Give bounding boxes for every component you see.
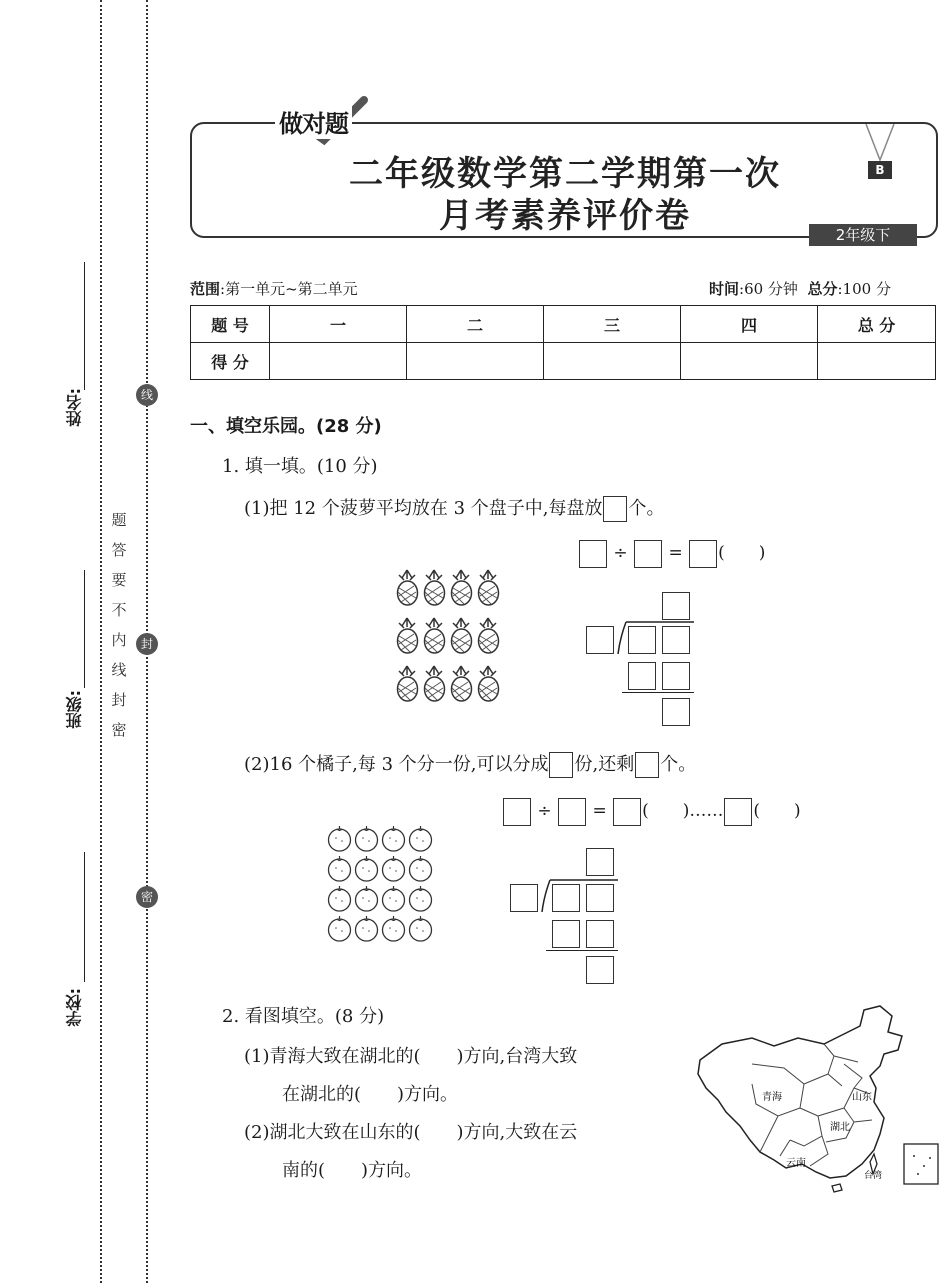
q1-2-text-end: 个。 xyxy=(660,754,697,775)
class-blank[interactable] xyxy=(84,570,85,688)
orange-icon xyxy=(407,856,434,882)
divide-sign: ÷ xyxy=(613,543,628,563)
dividend-box[interactable] xyxy=(552,884,580,912)
equals-sign: = xyxy=(592,801,607,821)
score-cell[interactable] xyxy=(270,343,407,380)
orange-icon xyxy=(353,826,380,852)
divide-sign: ÷ xyxy=(537,801,552,821)
map-label-taiwan: 台湾 xyxy=(864,1171,883,1181)
class-label: 班级: xyxy=(65,690,84,729)
q1-2-text-mid: 份,还剩 xyxy=(574,754,635,775)
quotient-box[interactable] xyxy=(586,848,614,876)
instruction-char: 不 xyxy=(111,601,127,619)
dividend-box[interactable] xyxy=(628,626,656,654)
q1-1-text: (1)把 12 个菠萝平均放在 3 个盘子中,每盘放 xyxy=(244,498,603,519)
answer-box[interactable] xyxy=(558,798,586,826)
orange-icon xyxy=(380,916,407,942)
unit-paren[interactable]: ( ) xyxy=(642,801,690,821)
pineapple-icon xyxy=(394,616,421,654)
instruction-char: 答 xyxy=(111,541,127,559)
header-cell: 一 xyxy=(270,306,407,343)
scope-label: 范围 xyxy=(190,280,221,298)
answer-box[interactable] xyxy=(689,540,717,568)
orange-icon xyxy=(326,856,353,882)
remainder-dots: …… xyxy=(689,801,724,821)
school-blank[interactable] xyxy=(84,852,85,982)
pineapple-icon xyxy=(394,664,421,702)
pineapple-icon xyxy=(421,664,448,702)
answer-box[interactable] xyxy=(579,540,607,568)
question-1-title: 1. 填一填。(10 分) xyxy=(222,456,378,477)
answer-box[interactable] xyxy=(634,540,662,568)
answer-box[interactable] xyxy=(549,752,573,778)
equals-sign: = xyxy=(668,543,683,563)
header-cell: 总 分 xyxy=(818,306,936,343)
scope-value: :第一单元~第二单元 xyxy=(220,280,358,298)
subtraction-line xyxy=(546,950,618,951)
dividend-box[interactable] xyxy=(586,884,614,912)
orange-icon xyxy=(353,886,380,912)
orange-icon xyxy=(326,826,353,852)
instruction-char: 要 xyxy=(111,571,127,589)
product-box[interactable] xyxy=(628,662,656,690)
product-box[interactable] xyxy=(552,920,580,948)
question-2-title: 2. 看图填空。(8 分) xyxy=(222,1006,385,1027)
remainder-box[interactable] xyxy=(662,698,690,726)
score-cell[interactable] xyxy=(544,343,681,380)
formula-1 xyxy=(578,538,765,568)
product-box[interactable] xyxy=(662,662,690,690)
header-cell: 三 xyxy=(544,306,681,343)
row-label: 得 分 xyxy=(191,343,270,380)
divisor-box[interactable] xyxy=(586,626,614,654)
unit-paren[interactable]: ( ) xyxy=(753,801,801,821)
header-cell: 二 xyxy=(407,306,544,343)
binding-instruction xyxy=(109,505,129,745)
orange-icon xyxy=(353,856,380,882)
score-cell[interactable] xyxy=(818,343,936,380)
pineapple-icon xyxy=(421,616,448,654)
question-2-2-line2: 南的( )方向。 xyxy=(282,1160,423,1181)
pineapple-icon xyxy=(448,568,475,606)
title-line-2: 月考素养评价卷 xyxy=(439,196,691,236)
divisor-box[interactable] xyxy=(510,884,538,912)
pineapple-icon xyxy=(475,616,502,654)
pineapple-icon xyxy=(448,664,475,702)
map-label-hubei: 湖北 xyxy=(830,1122,850,1133)
instruction-char: 密 xyxy=(111,721,127,739)
hainan-island xyxy=(832,1184,842,1192)
map-label-qinghai: 青海 xyxy=(762,1092,782,1103)
orange-group xyxy=(326,826,434,942)
orange-icon xyxy=(407,826,434,852)
time-label: 时间 xyxy=(709,280,740,298)
section-title xyxy=(190,412,382,438)
instruction-char: 封 xyxy=(111,691,127,709)
name-label: 姓名: xyxy=(65,388,84,427)
answer-box[interactable] xyxy=(603,496,627,522)
pineapple-group xyxy=(394,568,502,702)
instruction-char: 题 xyxy=(111,511,127,529)
question-1-1 xyxy=(244,494,664,522)
header-cell: 四 xyxy=(681,306,818,343)
time-value: :60 分钟 xyxy=(739,280,798,298)
formula-2 xyxy=(502,796,801,826)
south-sea-inset xyxy=(904,1144,938,1184)
seal-seal: 封 xyxy=(136,633,158,655)
pineapple-icon xyxy=(448,616,475,654)
time-info xyxy=(709,278,891,299)
pineapple-icon xyxy=(475,568,502,606)
orange-icon xyxy=(380,856,407,882)
binding-line-outer xyxy=(100,0,102,1283)
total-label: 总分 xyxy=(807,280,838,298)
orange-icon xyxy=(407,886,434,912)
brand-logo: 做对题 xyxy=(275,104,352,139)
orange-icon xyxy=(353,916,380,942)
instruction-char: 线 xyxy=(111,661,127,679)
orange-icon xyxy=(407,916,434,942)
subtraction-line xyxy=(622,692,694,693)
orange-icon xyxy=(326,886,353,912)
question-2-2-line1: (2)湖北大致在山东的( )方向,大致在云 xyxy=(244,1122,578,1143)
score-cell[interactable] xyxy=(681,343,818,380)
score-cell[interactable] xyxy=(407,343,544,380)
answer-box[interactable] xyxy=(635,752,659,778)
name-blank[interactable] xyxy=(84,262,85,390)
grade-tag: 2年级下 xyxy=(809,224,917,246)
total-value: :100 分 xyxy=(837,280,891,298)
answer-box[interactable] xyxy=(613,798,641,826)
china-map xyxy=(694,1004,940,1194)
pineapple-icon xyxy=(394,568,421,606)
question-2-1-line1: (1)青海大致在湖北的( )方向,台湾大致 xyxy=(244,1046,578,1067)
quotient-box[interactable] xyxy=(662,592,690,620)
score-row xyxy=(191,343,936,380)
product-box[interactable] xyxy=(586,920,614,948)
section-title-text: 一、填空乐园。(28 分) xyxy=(190,416,382,437)
version-badge: B xyxy=(868,161,892,179)
seal-secret: 密 xyxy=(136,886,158,908)
q1-1-text-end: 个。 xyxy=(628,498,665,519)
scope-info xyxy=(190,278,358,299)
school-label: 学校: xyxy=(65,988,84,1027)
question-2-1-line2: 在湖北的( )方向。 xyxy=(282,1084,459,1105)
answer-box[interactable] xyxy=(724,798,752,826)
score-table xyxy=(190,305,936,380)
orange-icon xyxy=(326,916,353,942)
orange-icon xyxy=(380,826,407,852)
pineapple-icon xyxy=(475,664,502,702)
unit-paren[interactable]: ( ) xyxy=(718,543,766,563)
table-header-row xyxy=(191,306,936,343)
map-label-yunnan: 云南 xyxy=(786,1158,806,1169)
title-line-1: 二年级数学第二学期第一次 xyxy=(349,154,781,194)
header-cell: 题 号 xyxy=(191,306,270,343)
instruction-char: 内 xyxy=(111,631,127,649)
map-label-shandong: 山东 xyxy=(852,1092,872,1103)
remainder-box[interactable] xyxy=(586,956,614,984)
seal-line: 线 xyxy=(136,384,158,406)
pineapple-icon xyxy=(421,568,448,606)
badge-string-icon xyxy=(862,124,898,164)
dividend-box[interactable] xyxy=(662,626,690,654)
question-1-2 xyxy=(244,750,696,778)
q1-2-text: (2)16 个橘子,每 3 个分一份,可以分成 xyxy=(244,754,549,775)
answer-box[interactable] xyxy=(503,798,531,826)
orange-icon xyxy=(380,886,407,912)
